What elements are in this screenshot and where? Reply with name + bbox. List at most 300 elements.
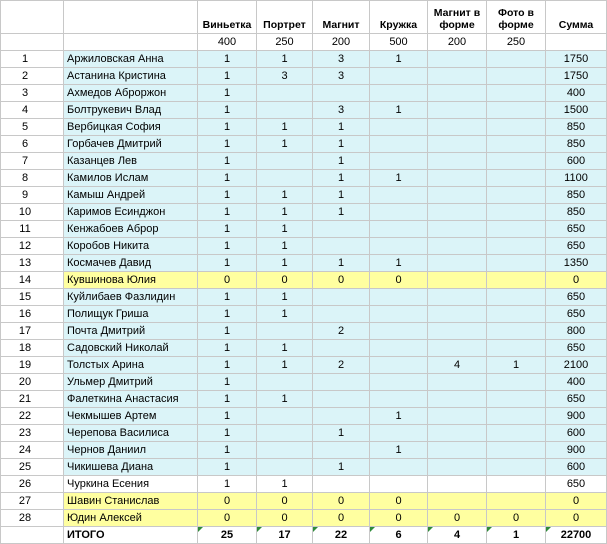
price-cell[interactable]: 200 [428, 34, 487, 51]
student-name-cell[interactable]: Фалеткина Анастасия [64, 391, 198, 408]
quantity-cell-v[interactable]: 1 [198, 289, 257, 306]
student-name-cell[interactable]: Кенжабоев Аброр [64, 221, 198, 238]
quantity-cell-v[interactable]: 0 [198, 493, 257, 510]
quantity-cell-v[interactable]: 1 [198, 68, 257, 85]
quantity-cell-ff[interactable] [487, 153, 546, 170]
quantity-cell-ff[interactable] [487, 204, 546, 221]
quantity-cell-m[interactable] [313, 221, 370, 238]
row-number-cell[interactable]: 7 [1, 153, 64, 170]
quantity-cell-k[interactable] [370, 391, 428, 408]
quantity-cell-p[interactable] [257, 459, 313, 476]
sum-cell[interactable]: 2100 [546, 357, 607, 374]
sum-cell[interactable]: 1500 [546, 102, 607, 119]
sum-cell[interactable]: 850 [546, 136, 607, 153]
quantity-cell-ff[interactable] [487, 323, 546, 340]
total-cell-s[interactable]: 22700 [546, 527, 607, 544]
quantity-cell-v[interactable]: 1 [198, 323, 257, 340]
sum-cell[interactable]: 650 [546, 391, 607, 408]
quantity-cell-m[interactable]: 0 [313, 493, 370, 510]
student-name-cell[interactable]: Камилов Ислам [64, 170, 198, 187]
quantity-cell-v[interactable]: 1 [198, 442, 257, 459]
sum-cell[interactable]: 1100 [546, 170, 607, 187]
table-row [1, 306, 607, 323]
quantity-cell-ff[interactable] [487, 306, 546, 323]
row-number-cell[interactable]: 3 [1, 85, 64, 102]
quantity-cell-ff[interactable] [487, 340, 546, 357]
quantity-cell-p[interactable] [257, 425, 313, 442]
quantity-cell-mf[interactable] [428, 289, 487, 306]
quantity-cell-v[interactable]: 1 [198, 221, 257, 238]
quantity-cell-mf[interactable] [428, 221, 487, 238]
quantity-cell-p[interactable] [257, 153, 313, 170]
quantity-cell-ff[interactable] [487, 408, 546, 425]
quantity-cell-m[interactable]: 1 [313, 187, 370, 204]
quantity-cell-m[interactable]: 1 [313, 255, 370, 272]
row-number-cell[interactable]: 13 [1, 255, 64, 272]
quantity-cell-p[interactable]: 1 [257, 289, 313, 306]
price-cell[interactable] [1, 34, 64, 51]
quantity-cell-ff[interactable] [487, 238, 546, 255]
table-row [1, 391, 607, 408]
row-number-cell[interactable]: 9 [1, 187, 64, 204]
row-number-cell[interactable]: 21 [1, 391, 64, 408]
quantity-cell-v[interactable]: 1 [198, 170, 257, 187]
quantity-cell-v[interactable]: 1 [198, 306, 257, 323]
quantity-cell-ff[interactable] [487, 272, 546, 289]
student-name-cell[interactable]: Казанцев Лев [64, 153, 198, 170]
student-name-cell[interactable]: Ульмер Дмитрий [64, 374, 198, 391]
quantity-cell-m[interactable]: 1 [313, 459, 370, 476]
quantity-cell-k[interactable] [370, 119, 428, 136]
quantity-cell-v[interactable]: 1 [198, 340, 257, 357]
quantity-cell-v[interactable]: 1 [198, 136, 257, 153]
quantity-cell-p[interactable]: 0 [257, 272, 313, 289]
row-number-cell[interactable]: 1 [1, 51, 64, 68]
quantity-cell-m[interactable]: 0 [313, 272, 370, 289]
quantity-cell-m[interactable]: 2 [313, 357, 370, 374]
quantity-cell-mf[interactable] [428, 187, 487, 204]
quantity-cell-k[interactable]: 0 [370, 493, 428, 510]
quantity-cell-v[interactable]: 1 [198, 391, 257, 408]
quantity-cell-m[interactable] [313, 306, 370, 323]
quantity-cell-ff[interactable] [487, 119, 546, 136]
row-number-cell[interactable]: 11 [1, 221, 64, 238]
quantity-cell-m[interactable]: 1 [313, 204, 370, 221]
quantity-cell-k[interactable] [370, 136, 428, 153]
header-cell-portrait[interactable]: Портрет [257, 1, 313, 34]
table-row [1, 136, 607, 153]
sum-cell[interactable]: 900 [546, 442, 607, 459]
empty-cell[interactable] [1, 527, 64, 544]
quantity-cell-p[interactable]: 0 [257, 510, 313, 527]
quantity-cell-k[interactable]: 0 [370, 510, 428, 527]
table-row [1, 408, 607, 425]
quantity-cell-ff[interactable] [487, 425, 546, 442]
quantity-cell-ff[interactable] [487, 51, 546, 68]
student-name-cell[interactable]: Шавин Станислав [64, 493, 198, 510]
quantity-cell-m[interactable]: 3 [313, 102, 370, 119]
price-cell[interactable]: 250 [487, 34, 546, 51]
sum-cell[interactable]: 650 [546, 221, 607, 238]
total-cell-k[interactable]: 6 [370, 527, 428, 544]
quantity-cell-k[interactable]: 1 [370, 408, 428, 425]
row-number-cell[interactable]: 2 [1, 68, 64, 85]
sum-cell[interactable]: 650 [546, 340, 607, 357]
quantity-cell-m[interactable] [313, 442, 370, 459]
quantity-cell-m[interactable] [313, 85, 370, 102]
quantity-cell-ff[interactable] [487, 170, 546, 187]
student-name-cell[interactable]: Вербицкая София [64, 119, 198, 136]
table-row [1, 85, 607, 102]
quantity-cell-k[interactable] [370, 153, 428, 170]
quantity-cell-p[interactable] [257, 374, 313, 391]
quantity-cell-m[interactable]: 1 [313, 170, 370, 187]
quantity-cell-mf[interactable] [428, 51, 487, 68]
quantity-cell-m[interactable] [313, 476, 370, 493]
total-cell-v[interactable]: 25 [198, 527, 257, 544]
sum-cell[interactable]: 800 [546, 323, 607, 340]
sum-cell[interactable]: 0 [546, 272, 607, 289]
quantity-cell-v[interactable]: 1 [198, 255, 257, 272]
row-number-cell[interactable]: 17 [1, 323, 64, 340]
table-row [1, 340, 607, 357]
row-number-cell[interactable]: 19 [1, 357, 64, 374]
quantity-cell-m[interactable]: 0 [313, 510, 370, 527]
quantity-cell-p[interactable] [257, 442, 313, 459]
quantity-cell-v[interactable]: 1 [198, 85, 257, 102]
price-cell[interactable]: 400 [198, 34, 257, 51]
student-name-cell[interactable]: Куйлибаев Фазлидин [64, 289, 198, 306]
quantity-cell-p[interactable] [257, 85, 313, 102]
quantity-cell-p[interactable]: 0 [257, 493, 313, 510]
quantity-cell-p[interactable]: 1 [257, 119, 313, 136]
table-row [1, 170, 607, 187]
sum-cell[interactable]: 600 [546, 153, 607, 170]
quantity-cell-k[interactable] [370, 85, 428, 102]
row-number-cell[interactable]: 20 [1, 374, 64, 391]
quantity-cell-p[interactable]: 1 [257, 340, 313, 357]
quantity-cell-v[interactable]: 1 [198, 102, 257, 119]
quantity-cell-v[interactable]: 1 [198, 408, 257, 425]
header-cell-magnet[interactable]: Магнит [313, 1, 370, 34]
price-cell[interactable]: 250 [257, 34, 313, 51]
quantity-cell-ff[interactable] [487, 102, 546, 119]
quantity-cell-ff[interactable] [487, 289, 546, 306]
quantity-cell-v[interactable]: 1 [198, 425, 257, 442]
student-name-cell[interactable]: Почта Дмитрий [64, 323, 198, 340]
sum-cell[interactable]: 600 [546, 425, 607, 442]
sum-cell[interactable]: 650 [546, 238, 607, 255]
quantity-cell-mf[interactable] [428, 425, 487, 442]
quantity-cell-v[interactable]: 1 [198, 204, 257, 221]
table-row [1, 374, 607, 391]
quantity-cell-k[interactable] [370, 204, 428, 221]
header-cell-vignette[interactable]: Виньетка [198, 1, 257, 34]
total-cell-m[interactable]: 22 [313, 527, 370, 544]
quantity-cell-v[interactable]: 0 [198, 272, 257, 289]
student-name-cell[interactable]: Каримов Есинджон [64, 204, 198, 221]
sum-cell[interactable]: 650 [546, 289, 607, 306]
quantity-cell-mf[interactable] [428, 442, 487, 459]
quantity-cell-ff[interactable] [487, 68, 546, 85]
price-cell[interactable] [64, 34, 198, 51]
student-name-cell[interactable]: Космачев Давид [64, 255, 198, 272]
quantity-cell-p[interactable] [257, 323, 313, 340]
row-number-cell[interactable]: 4 [1, 102, 64, 119]
row-number-cell[interactable]: 6 [1, 136, 64, 153]
row-number-cell[interactable]: 15 [1, 289, 64, 306]
quantity-cell-mf[interactable] [428, 493, 487, 510]
header-cell-sum[interactable]: Сумма [546, 1, 607, 34]
sum-cell[interactable]: 650 [546, 306, 607, 323]
quantity-cell-ff[interactable] [487, 442, 546, 459]
quantity-cell-p[interactable] [257, 170, 313, 187]
quantity-cell-k[interactable] [370, 238, 428, 255]
quantity-cell-ff[interactable] [487, 374, 546, 391]
quantity-cell-mf[interactable] [428, 374, 487, 391]
quantity-cell-m[interactable]: 3 [313, 68, 370, 85]
quantity-cell-ff[interactable] [487, 187, 546, 204]
quantity-cell-v[interactable]: 1 [198, 476, 257, 493]
quantity-cell-m[interactable] [313, 374, 370, 391]
table-row [1, 102, 607, 119]
row-number-cell[interactable]: 25 [1, 459, 64, 476]
quantity-cell-mf[interactable] [428, 119, 487, 136]
quantity-cell-k[interactable] [370, 357, 428, 374]
table-row [1, 153, 607, 170]
student-name-cell[interactable]: Камыш Андрей [64, 187, 198, 204]
total-cell-ff[interactable]: 1 [487, 527, 546, 544]
quantity-cell-m[interactable]: 1 [313, 425, 370, 442]
quantity-cell-v[interactable]: 0 [198, 510, 257, 527]
total-cell-p[interactable]: 17 [257, 527, 313, 544]
header-cell-mug[interactable]: Кружка [370, 1, 428, 34]
quantity-cell-k[interactable]: 1 [370, 170, 428, 187]
quantity-cell-p[interactable]: 1 [257, 357, 313, 374]
quantity-cell-p[interactable]: 3 [257, 68, 313, 85]
sum-cell[interactable]: 400 [546, 374, 607, 391]
quantity-cell-mf[interactable] [428, 238, 487, 255]
quantity-cell-mf[interactable] [428, 323, 487, 340]
table-row [1, 289, 607, 306]
row-number-cell[interactable]: 22 [1, 408, 64, 425]
table-row [1, 68, 607, 85]
quantity-cell-p[interactable]: 1 [257, 476, 313, 493]
price-cell[interactable]: 500 [370, 34, 428, 51]
row-number-cell[interactable]: 5 [1, 119, 64, 136]
quantity-cell-m[interactable] [313, 408, 370, 425]
student-name-cell[interactable]: Юдин Алексей [64, 510, 198, 527]
quantity-cell-ff[interactable] [487, 476, 546, 493]
quantity-cell-p[interactable]: 1 [257, 136, 313, 153]
sum-cell[interactable]: 1750 [546, 51, 607, 68]
quantity-cell-ff[interactable] [487, 459, 546, 476]
student-name-cell[interactable]: Чернов Даниил [64, 442, 198, 459]
sum-cell[interactable]: 900 [546, 408, 607, 425]
header-cell-photo-uniform[interactable]: Фото в форме [487, 1, 546, 34]
row-number-cell[interactable]: 26 [1, 476, 64, 493]
price-cell[interactable]: 200 [313, 34, 370, 51]
quantity-cell-p[interactable] [257, 102, 313, 119]
quantity-cell-k[interactable] [370, 68, 428, 85]
sum-cell[interactable]: 1350 [546, 255, 607, 272]
quantity-cell-ff[interactable]: 0 [487, 510, 546, 527]
row-number-cell[interactable]: 8 [1, 170, 64, 187]
quantity-cell-v[interactable]: 1 [198, 357, 257, 374]
row-number-cell[interactable]: 10 [1, 204, 64, 221]
quantity-cell-k[interactable] [370, 306, 428, 323]
quantity-cell-k[interactable]: 1 [370, 102, 428, 119]
quantity-cell-k[interactable] [370, 289, 428, 306]
quantity-cell-m[interactable]: 3 [313, 51, 370, 68]
quantity-cell-p[interactable] [257, 408, 313, 425]
student-name-cell[interactable]: Чикишева Диана [64, 459, 198, 476]
header-cell[interactable] [1, 1, 64, 34]
quantity-cell-m[interactable]: 2 [313, 323, 370, 340]
quantity-cell-k[interactable] [370, 476, 428, 493]
quantity-cell-v[interactable]: 1 [198, 51, 257, 68]
sum-cell[interactable]: 0 [546, 510, 607, 527]
quantity-cell-mf[interactable] [428, 153, 487, 170]
student-name-cell[interactable]: Чуркина Есения [64, 476, 198, 493]
quantity-cell-mf[interactable] [428, 391, 487, 408]
table-row [1, 357, 607, 374]
quantity-cell-k[interactable] [370, 459, 428, 476]
quantity-cell-m[interactable]: 1 [313, 119, 370, 136]
quantity-cell-k[interactable] [370, 323, 428, 340]
quantity-cell-k[interactable]: 1 [370, 51, 428, 68]
row-number-cell[interactable]: 18 [1, 340, 64, 357]
header-cell-magnet-uniform[interactable]: Магнит в форме [428, 1, 487, 34]
student-name-cell[interactable]: Аржиловская Анна [64, 51, 198, 68]
quantity-cell-mf[interactable] [428, 459, 487, 476]
quantity-cell-p[interactable]: 1 [257, 306, 313, 323]
row-number-cell[interactable]: 14 [1, 272, 64, 289]
quantity-cell-p[interactable]: 1 [257, 255, 313, 272]
sum-cell[interactable]: 0 [546, 493, 607, 510]
price-cell[interactable] [546, 34, 607, 51]
student-name-cell[interactable]: Горбачев Дмитрий [64, 136, 198, 153]
quantity-cell-mf[interactable] [428, 255, 487, 272]
student-name-cell[interactable]: Ахмедов Аброржон [64, 85, 198, 102]
student-name-cell[interactable]: Коробов Никита [64, 238, 198, 255]
quantity-cell-k[interactable]: 1 [370, 442, 428, 459]
quantity-cell-m[interactable] [313, 289, 370, 306]
quantity-cell-mf[interactable] [428, 136, 487, 153]
table-row [1, 323, 607, 340]
student-name-cell[interactable]: Садовский Николай [64, 340, 198, 357]
total-cell-mf[interactable]: 4 [428, 527, 487, 544]
quantity-cell-mf[interactable] [428, 408, 487, 425]
header-cell[interactable] [64, 1, 198, 34]
student-name-cell[interactable]: Кувшинова Юлия [64, 272, 198, 289]
quantity-cell-mf[interactable] [428, 170, 487, 187]
quantity-cell-p[interactable]: 1 [257, 204, 313, 221]
row-number-cell[interactable]: 27 [1, 493, 64, 510]
price-row [1, 34, 607, 51]
quantity-cell-mf[interactable] [428, 68, 487, 85]
sum-cell[interactable]: 850 [546, 187, 607, 204]
quantity-cell-p[interactable]: 1 [257, 51, 313, 68]
quantity-cell-mf[interactable] [428, 340, 487, 357]
table-row [1, 119, 607, 136]
row-number-cell[interactable]: 16 [1, 306, 64, 323]
quantity-cell-mf[interactable] [428, 85, 487, 102]
quantity-cell-mf[interactable]: 0 [428, 510, 487, 527]
quantity-cell-mf[interactable]: 4 [428, 357, 487, 374]
sum-cell[interactable]: 400 [546, 85, 607, 102]
student-name-cell[interactable]: Полищук Гриша [64, 306, 198, 323]
total-label[interactable]: ИТОГО [64, 527, 198, 544]
quantity-cell-m[interactable]: 1 [313, 136, 370, 153]
quantity-cell-p[interactable]: 1 [257, 391, 313, 408]
quantity-cell-ff[interactable] [487, 136, 546, 153]
quantity-cell-p[interactable]: 1 [257, 238, 313, 255]
student-name-cell[interactable]: Черепова Василиса [64, 425, 198, 442]
quantity-cell-mf[interactable] [428, 272, 487, 289]
quantity-cell-mf[interactable] [428, 102, 487, 119]
student-name-cell[interactable]: Чекмышев Артем [64, 408, 198, 425]
quantity-cell-k[interactable]: 0 [370, 272, 428, 289]
quantity-cell-v[interactable]: 1 [198, 187, 257, 204]
quantity-cell-ff[interactable] [487, 221, 546, 238]
quantity-cell-v[interactable]: 1 [198, 238, 257, 255]
quantity-cell-p[interactable]: 1 [257, 187, 313, 204]
quantity-cell-m[interactable] [313, 391, 370, 408]
table-row [1, 493, 607, 510]
quantity-cell-ff[interactable] [487, 493, 546, 510]
student-name-cell[interactable]: Астанина Кристина [64, 68, 198, 85]
row-number-cell[interactable]: 24 [1, 442, 64, 459]
table-row [1, 442, 607, 459]
quantity-cell-v[interactable]: 1 [198, 119, 257, 136]
quantity-cell-k[interactable] [370, 340, 428, 357]
quantity-cell-p[interactable]: 1 [257, 221, 313, 238]
quantity-cell-k[interactable] [370, 425, 428, 442]
quantity-cell-ff[interactable] [487, 391, 546, 408]
row-number-cell[interactable]: 23 [1, 425, 64, 442]
quantity-cell-k[interactable] [370, 187, 428, 204]
quantity-cell-k[interactable]: 1 [370, 255, 428, 272]
quantity-cell-ff[interactable] [487, 85, 546, 102]
quantity-cell-mf[interactable] [428, 476, 487, 493]
quantity-cell-m[interactable] [313, 238, 370, 255]
student-name-cell[interactable]: Болтрукевич Влад [64, 102, 198, 119]
sum-cell[interactable]: 850 [546, 119, 607, 136]
row-number-cell[interactable]: 12 [1, 238, 64, 255]
header-row [1, 1, 607, 34]
quantity-cell-mf[interactable] [428, 306, 487, 323]
quantity-cell-k[interactable] [370, 221, 428, 238]
quantity-cell-ff[interactable]: 1 [487, 357, 546, 374]
student-name-cell[interactable]: Толстых Арина [64, 357, 198, 374]
row-number-cell[interactable]: 28 [1, 510, 64, 527]
table-row [1, 255, 607, 272]
sum-cell[interactable]: 1750 [546, 68, 607, 85]
quantity-cell-v[interactable]: 1 [198, 153, 257, 170]
quantity-cell-k[interactable] [370, 374, 428, 391]
sum-cell[interactable]: 600 [546, 459, 607, 476]
sum-cell[interactable]: 850 [546, 204, 607, 221]
quantity-cell-v[interactable]: 1 [198, 459, 257, 476]
quantity-cell-m[interactable]: 1 [313, 153, 370, 170]
quantity-cell-m[interactable] [313, 340, 370, 357]
quantity-cell-v[interactable]: 1 [198, 374, 257, 391]
sum-cell[interactable]: 650 [546, 476, 607, 493]
quantity-cell-ff[interactable] [487, 255, 546, 272]
table-row [1, 221, 607, 238]
quantity-cell-mf[interactable] [428, 204, 487, 221]
